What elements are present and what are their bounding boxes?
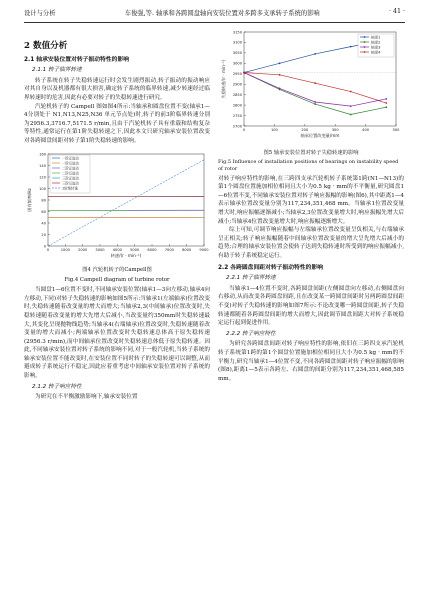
- legend-label: 一阶反进动: [62, 160, 79, 165]
- x-tick-label: 4000: [112, 247, 122, 252]
- y-tick-label: 60: [41, 209, 46, 214]
- y-axis-label: 失稳转速/(r · min⁻¹): [221, 59, 226, 99]
- campbell-chart: [24, 150, 210, 262]
- x-tick-label: 6000: [147, 247, 157, 252]
- running-header: [24, 8, 405, 23]
- paragraph: 当圆盘1—6位置不变时,不同轴承安装位置(轴承1—3向左移动,轴承4向左移动,下同)对转子失稳转速的影响如图5所示:当轴承1(左端轴承)位置改变时,失稳转速随着改变量的增大而增大;当轴承2,3(中间轴承)位置改变时,失稳转速随着改变量的增大先增大后减小,当改变量约350mm时失稳转速最大,其变化呈现抛物线趋势;当轴承4(右端轴承)位置改变时,失稳转速随着改变量的增大而减小;两端轴承位置改变时失稳转速总体高于原失稳转速(2956.3 r/min),而中间轴承位置改变时失稳转速总体低于原失稳转速。因此,不同轴承安装位置对转子系统的影响不同,对于一般汽轮机,当转子系统的轴承安装位置不能改变时,在安装位置不同时转子的失稳转速可以调整,从而避成转子系统运行不稳定,因此应着重考虑中间轴承安装位置对转子系统的影响。: [24, 287, 210, 380]
- y-tick-label: 160: [39, 151, 46, 156]
- legend-label: 1倍频转速: [62, 185, 78, 190]
- data-point: [350, 105, 352, 107]
- y-tick-label: 2750: [232, 113, 242, 118]
- data-point: [350, 91, 352, 93]
- paragraph: 综上可知,可调节响应振幅与左端轴承位置改变量呈负相关,与右端轴承呈正相关;转子响应振幅随着中间轴承位置改变量的增大呈先增大后减小的趋势;合理的轴承安装位置会使转子达到失稳转速时所受到的响应振幅减小,有助于转子系统稳定运行。: [218, 227, 404, 260]
- figure-5: [218, 26, 404, 173]
- page-number: · 41 ·: [388, 8, 405, 15]
- x-tick-label: 0: [46, 247, 50, 252]
- x-tick-label: 400: [362, 128, 370, 132]
- subsection-2-1-2: 2.1.2 转子响应特性: [32, 383, 82, 390]
- legend-label: 轴承4: [371, 50, 381, 55]
- legend-label: 三阶反进动: [62, 180, 79, 185]
- subsection-2-1: 2.1 轴承安装位置对转子振动特性的影响: [24, 56, 130, 63]
- y-tick-label: 20: [41, 232, 46, 237]
- x-tick-label: 200: [301, 128, 309, 132]
- data-point: [243, 72, 245, 74]
- figure-4: [24, 150, 210, 285]
- x-tick-label: 300: [331, 128, 339, 132]
- y-tick-label: 3050: [232, 51, 242, 56]
- paragraph: 汽轮机转子的 Campell 图如图4所示:当轴承和圆盘位置不变(轴承1—4分别处于 N1,N13,N25,N36 单元节点处)时,转子的前3阶临界转速分别为2956.3,3716.7,5171.5 r/min,且由于汽轮机转子具有重载和结构复杂等特性,通常运行在第1阶失稳转速之下,因此本文只研究轴承安装位置改变对各跨圆盘间距对转子第1阶失稳转速的影响。: [24, 103, 210, 144]
- y-tick-label: 2800: [232, 103, 242, 108]
- paragraph: 为研究各跨圆盘间距对转子响应特性的影响,依旧在三跨四支承汽轮机转子系统第1跨的第1个圆盘位置施加相位相同且大小为0.5 kg · mm的不平衡力,研究当轴承1—4位置不变,不同各跨圆盘间距对转子响应振幅的影响(图8),距离1—5表示各跨左、右圆盘的间距分别为117,234,351,468,585 mm。: [218, 341, 404, 382]
- data-point: [385, 102, 387, 104]
- x-tick-label: 500: [392, 128, 400, 132]
- y-tick-label: 2900: [232, 82, 242, 87]
- paragraph: 当轴承1—4位置不变时,各跨圆盘间距(左侧圆盘向左移动,右侧圆盘向右移动,从而改变各跨圆盘间距,且在改变某一跨圆盘间距时另两跨圆盘间距不变)对转子失稳转速的影响如图7所示:不论改变哪一跨圆盘间距,转子失稳转速都随着各跨圆盘间距的增大而增大,因此调节圆盘间距大对转子系统稳定运行起到促进作用。: [218, 285, 404, 327]
- paragraph: 为研究在不平衡激励影响下,轴承安装位置: [35, 394, 138, 401]
- data-point: [350, 114, 352, 116]
- legend-label: 轴承2: [371, 40, 381, 45]
- legend-label: 轴承3: [371, 45, 381, 50]
- y-tick-label: 2950: [232, 72, 242, 77]
- instability-speed-chart: [218, 26, 404, 144]
- figure-4-caption-en: Fig.4 Campell diagram of turbine rotor: [64, 276, 170, 283]
- data-point: [314, 82, 316, 84]
- y-tick-label: 100: [39, 186, 46, 191]
- article-running-title: 车俊强,等. 轴承和各跨圆盘轴向安装位置对多跨多支承转子系统的影响: [124, 10, 320, 17]
- legend-label: 二阶正进动: [62, 165, 79, 170]
- data-point: [279, 88, 281, 90]
- data-point: [385, 106, 387, 108]
- x-axis-label: 轴承位置改变量/mm: [300, 133, 340, 138]
- y-tick-label: 2850: [232, 92, 242, 97]
- data-point: [385, 98, 387, 100]
- figure-5-caption-en: Fig.5 Influence of installation positions of bearings on instability speed of rotor: [218, 159, 399, 172]
- x-axis-label: 转速/(r · min⁻¹): [110, 252, 142, 258]
- figure-5-caption: 图5 轴承安装位置对转子失稳转速的影响: [263, 149, 359, 156]
- x-tick-label: 9000: [199, 247, 209, 252]
- right-column: [218, 26, 404, 383]
- legend-label: 一阶正进动: [62, 155, 79, 160]
- y-tick-label: 40: [41, 220, 46, 225]
- legend-marker: [364, 41, 366, 43]
- x-tick-label: 3000: [95, 247, 105, 252]
- y-tick-label: 2700: [232, 124, 242, 129]
- x-tick-label: 7000: [164, 247, 174, 252]
- figure-4-caption: 图4 汽轮机转子的Campell图: [82, 267, 152, 274]
- legend-marker: [364, 46, 366, 48]
- x-tick-label: 5000: [130, 247, 140, 252]
- y-tick-label: 3100: [232, 40, 242, 45]
- x-tick-label: 100: [270, 128, 278, 132]
- y-tick-label: 3150: [232, 30, 242, 35]
- x-tick-label: 2000: [78, 247, 88, 252]
- data-point: [314, 103, 316, 105]
- legend-label: 三阶正进动: [62, 175, 79, 180]
- legend-label: 轴承1: [371, 35, 381, 40]
- data-point: [279, 74, 281, 76]
- subsection-2-2-1: 2.2.1 转子临界转速: [226, 275, 276, 282]
- journal-section: 设计与分析: [24, 10, 56, 17]
- legend-marker: [364, 51, 366, 53]
- y-tick-label: 3000: [232, 61, 242, 66]
- subsection-2-2-2: 2.2.2 转子响应特性: [226, 330, 276, 337]
- y-tick-label: 140: [39, 163, 46, 168]
- x-tick-label: 0: [242, 128, 246, 132]
- paragraph: 对转子响应特性的影响,在三跨四支承汽轮机转子系统第1跨(N1—N13)的第1个圆盘位置施加相位相同且大小为0.5 kg · mm的不平衡量,研究圆盘1—6位置不变,不同轴承安装位置对转子响应振幅的影响(图6),其中距离1—4表示轴承位置改变量分别为117,234,351,468 mm。当轴承1位置改变量增大时,响应振幅逐渐减小;当轴承2,3位置改变量增大时,响应振幅先增大后减小;当轴承4位置改变量增大时,响应振幅逐渐增大。: [218, 175, 404, 225]
- subsection-2-1-1: 2.1.1 转子临界转速: [32, 67, 82, 74]
- y-tick-label: 80: [41, 197, 46, 202]
- y-tick-label: 120: [39, 174, 46, 179]
- y-axis-label: 固有频率/Hz: [27, 187, 32, 212]
- data-point: [350, 46, 352, 48]
- x-tick-label: 1000: [60, 247, 70, 252]
- legend-marker: [364, 36, 366, 38]
- subsection-2-2: 2.2 各跨圆盘间距对转子振动特性的影响: [218, 264, 324, 271]
- y-tick-label: 0: [43, 243, 46, 248]
- section-title: 2 数值分析: [24, 41, 68, 51]
- x-tick-label: 8000: [182, 247, 192, 252]
- data-point: [314, 53, 316, 55]
- data-point: [314, 101, 316, 103]
- data-point: [279, 62, 281, 64]
- left-column: [24, 34, 210, 402]
- paragraph: 转子系统在转子失稳转速运行时会发生剧烈振动,转子振动的振动响应对其自身以及机器都有很大损害,确定转子系统的临界转速,减少转速经过临界转速时的危害,因此有必要对转子的失稳转速进行研究。: [24, 77, 210, 101]
- legend-label: 二阶反进动: [62, 170, 79, 175]
